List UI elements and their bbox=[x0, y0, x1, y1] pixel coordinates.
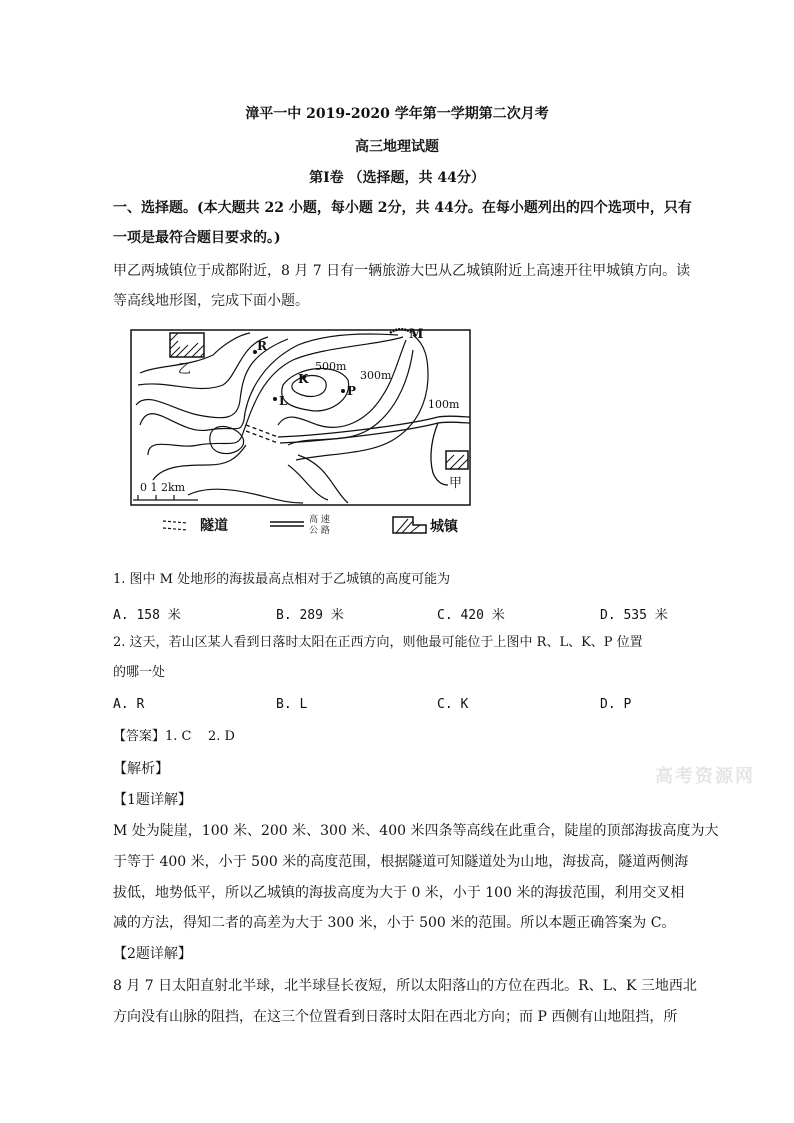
q1-option-a: A. 158 米 bbox=[113, 608, 181, 623]
detail-1-line-2: 于等于 400 米，小于 500 米的高度范围，根据隧道可知隧道处为山地，海拔高，隧道两侧海 bbox=[113, 854, 689, 870]
q2-option-d: D. P bbox=[600, 697, 632, 712]
tunnel-line bbox=[246, 425, 278, 437]
contour-map-figure bbox=[128, 325, 473, 540]
legend-tunnel-symbol bbox=[163, 521, 188, 530]
contour-lines bbox=[136, 333, 428, 503]
detail-1-line-3: 拔低，地势低平，所以乙城镇的海拔高度为大于 0 米，小于 100 米的海拔范围，利用交叉相 bbox=[113, 885, 685, 901]
contour-label-500: 500m bbox=[315, 360, 347, 373]
intro-line-1: 甲乙两城镇位于成都附近，8 月 7 日有一辆旅游大巴从乙城镇附近上高速开往甲城镇方向。读 bbox=[113, 263, 691, 279]
map-label-l: L bbox=[279, 394, 288, 408]
detail-2-label: 【2题详解】 bbox=[113, 946, 192, 962]
scale-bar bbox=[133, 495, 198, 500]
legend-town-label: 城镇 bbox=[430, 519, 458, 535]
map-label-p: P bbox=[347, 384, 357, 398]
answer-line: 【答案】1. C 2. D bbox=[113, 729, 235, 744]
q2-option-c: C. K bbox=[437, 697, 469, 712]
question-1: 1. 图中 M 处地形的海拔最高点相对于乙城镇的高度可能为 bbox=[113, 572, 451, 587]
detail-1-line-1: M 处为陡崖，100 米、200 米、300 米、400 米四条等高线在此重合，陡崖的顶部海拔高度为大 bbox=[113, 823, 719, 839]
town-yi-symbol bbox=[170, 333, 204, 357]
section-title: 第Ⅰ卷 （选择题，共 44分） bbox=[309, 170, 485, 186]
legend-highway-symbol bbox=[270, 522, 304, 526]
town-jia-symbol bbox=[446, 451, 468, 469]
legend-town-symbol bbox=[393, 517, 426, 533]
map-label-k: K bbox=[298, 372, 309, 386]
contour-label-100: 100m bbox=[428, 398, 460, 411]
q2-option-a: A. R bbox=[113, 697, 145, 712]
watermark: 高考资源网 bbox=[655, 766, 755, 787]
question-2-line-1: 2. 这天，若山区某人看到日落时太阳在正西方向，则他最可能位于上图中 R、L、K、P 位置 bbox=[113, 635, 643, 650]
question-2-line-2: 的哪一处 bbox=[113, 665, 166, 680]
legend-highway-label-2: 公 路 bbox=[309, 526, 330, 536]
detail-1-label: 【1题详解】 bbox=[113, 792, 192, 808]
point-p bbox=[341, 389, 345, 393]
map-label-m: M bbox=[409, 327, 424, 342]
scale-label: 0 1 2km bbox=[140, 481, 186, 494]
analysis-label: 【解析】 bbox=[113, 761, 169, 777]
exam-subtitle: 高三地理试题 bbox=[355, 139, 439, 155]
q1-option-d: D. 535 米 bbox=[600, 608, 668, 623]
detail-2-line-1: 8 月 7 日太阳直射北半球，北半球昼长夜短，所以太阳落山的方位在西北。R、L、K 三地西北 bbox=[113, 978, 697, 994]
detail-2-line-2: 方向没有山脉的阻挡，在这三个位置看到日落时太阳在西北方向；而 P 西侧有山地阻挡，所 bbox=[113, 1009, 678, 1025]
instructions-line-1: 一、选择题。(本大题共 22 小题，每小题 2分，共 44分。在每小题列出的四个选项中，只有 bbox=[113, 200, 692, 216]
intro-line-2: 等高线地形图，完成下面小题。 bbox=[113, 293, 309, 309]
q2-option-b: B. L bbox=[276, 697, 308, 712]
exam-title: 漳平一中 2019-2020 学年第一学期第二次月考 bbox=[245, 106, 549, 122]
town-yi-label: 乙 bbox=[178, 362, 192, 377]
q1-option-c: C. 420 米 bbox=[437, 608, 505, 623]
map-label-r: R bbox=[257, 339, 267, 353]
contour-label-300: 300m bbox=[360, 369, 392, 382]
town-jia-label: 甲 bbox=[449, 476, 463, 491]
point-l bbox=[273, 397, 277, 401]
legend-highway-label-1: 高 速 bbox=[309, 515, 330, 525]
detail-1-line-4: 减的方法，得知二者的高差为大于 300 米，小于 500 米的范围。所以本题正确答案为 C。 bbox=[113, 915, 676, 931]
instructions-line-2: 一项是最符合题目要求的。) bbox=[113, 230, 281, 246]
legend-tunnel-label: 隧道 bbox=[200, 518, 228, 534]
q1-option-b: B. 289 米 bbox=[276, 608, 344, 623]
